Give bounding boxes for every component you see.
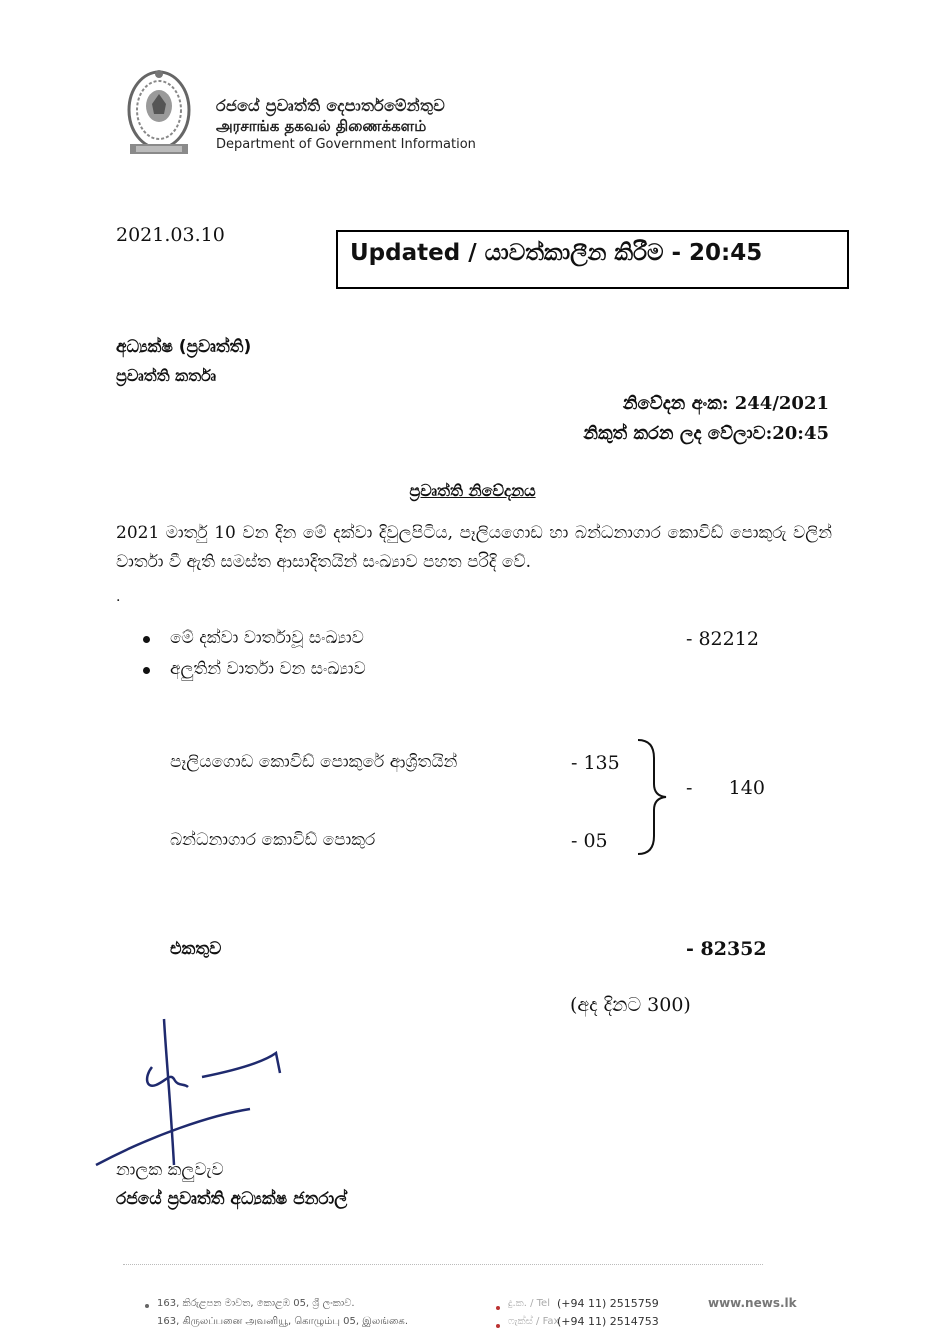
footer-website-link[interactable]: www.news.lk bbox=[708, 1296, 797, 1310]
addressee-line-2: ප්‍රවෘත්ති කර්තෘ bbox=[116, 366, 217, 385]
signatory-name: නාලක කලුවැව bbox=[116, 1160, 224, 1180]
footer-address-tamil: 163, கிருலப்பனை அவனியூ, கொழும்பு 05, இலங்கை. bbox=[157, 1316, 409, 1327]
national-emblem-icon bbox=[124, 66, 194, 158]
bullet-reported-label: මේ දක්වා වාර්තාවූ සංඛ්‍යාව bbox=[170, 628, 364, 648]
footer-address-sinhala: 163, කිරුළපන මාවත, කොළඹ 05, ශ්‍රී ලංකාව. bbox=[157, 1298, 355, 1309]
bullet-reported-value: - 82212 bbox=[686, 628, 759, 650]
prison-cluster-label: බන්ධනාගාර කොවිඩ් පොකුර bbox=[170, 830, 376, 850]
intro-paragraph: 2021 මාර්තු 10 වන දින මේ දක්වා දිවුලපිටිය, පෑලියගොඩ හා බන්ධනාගාර කොවිඩ් පොකුරු වලින් වාර්තා වී ඇති සමස්ත ආසාදිතයින් සංඛ්‍යාව පහත පරිදි වේ. bbox=[116, 523, 832, 572]
release-number: නිවේදන අංක: 244/2021 bbox=[622, 393, 829, 414]
handwritten-signature bbox=[92, 1015, 292, 1175]
footer-fax-label: ෆැක්ස් / Fax bbox=[508, 1316, 560, 1327]
letterhead-english: Department of Government Information bbox=[216, 137, 476, 152]
heading-text: ප්‍රවෘත්ති නිවේදනය bbox=[409, 481, 536, 500]
signatory-title: රජයේ ප්‍රවෘත්ති අධ්‍යක්ෂ ජනරාල් bbox=[116, 1189, 348, 1209]
letterhead-sinhala: රජයේ ප්‍රවෘත්ති දෙපාර්තමේන්තුව bbox=[216, 96, 446, 115]
fax-bullet-icon bbox=[496, 1324, 500, 1328]
footer-phone: (+94 11) 2515759 bbox=[557, 1297, 659, 1310]
bullet-dot bbox=[143, 667, 150, 674]
bullet-dot bbox=[143, 636, 150, 643]
address-bullet-icon bbox=[145, 1304, 149, 1308]
total-label: එකතුව bbox=[170, 939, 222, 959]
prison-cluster-value: - 05 bbox=[571, 830, 608, 852]
today-count: (අද දිනට 300) bbox=[570, 994, 691, 1016]
breakdown-total: - 140 bbox=[686, 777, 765, 799]
release-time: නිකුත් කරන ලද වේලාව:20:45 bbox=[583, 423, 829, 444]
bullet-new-label: අලුතින් වාර්තා වන සංඛ්‍යාව bbox=[170, 659, 366, 679]
addressee-line-1: අධ්‍යක්ෂ (ප්‍රවෘත්ති) bbox=[116, 337, 252, 357]
stray-dot: . bbox=[116, 589, 121, 605]
letterhead-tamil: அரசாங்க தகவல் திணைக்களம் bbox=[216, 117, 427, 135]
phone-bullet-icon bbox=[496, 1306, 500, 1310]
footer-fax: (+94 11) 2514753 bbox=[557, 1315, 659, 1328]
peliyagoda-cluster-value: - 135 bbox=[571, 752, 620, 774]
right-brace-icon bbox=[636, 738, 676, 856]
press-release-heading bbox=[0, 481, 945, 501]
document-date: 2021.03.10 bbox=[116, 224, 225, 246]
peliyagoda-cluster-label: පෑලියගොඩ කොවිඩ් පොකුරේ ආශ්‍රිතයින් bbox=[170, 752, 458, 772]
total-value: - 82352 bbox=[686, 938, 767, 960]
footer-phone-label: දු.ක. / Tel bbox=[508, 1298, 550, 1309]
updated-label: Updated / යාවත්කාලීන කිරීම - 20:45 bbox=[350, 240, 763, 266]
footer-divider bbox=[123, 1264, 763, 1265]
